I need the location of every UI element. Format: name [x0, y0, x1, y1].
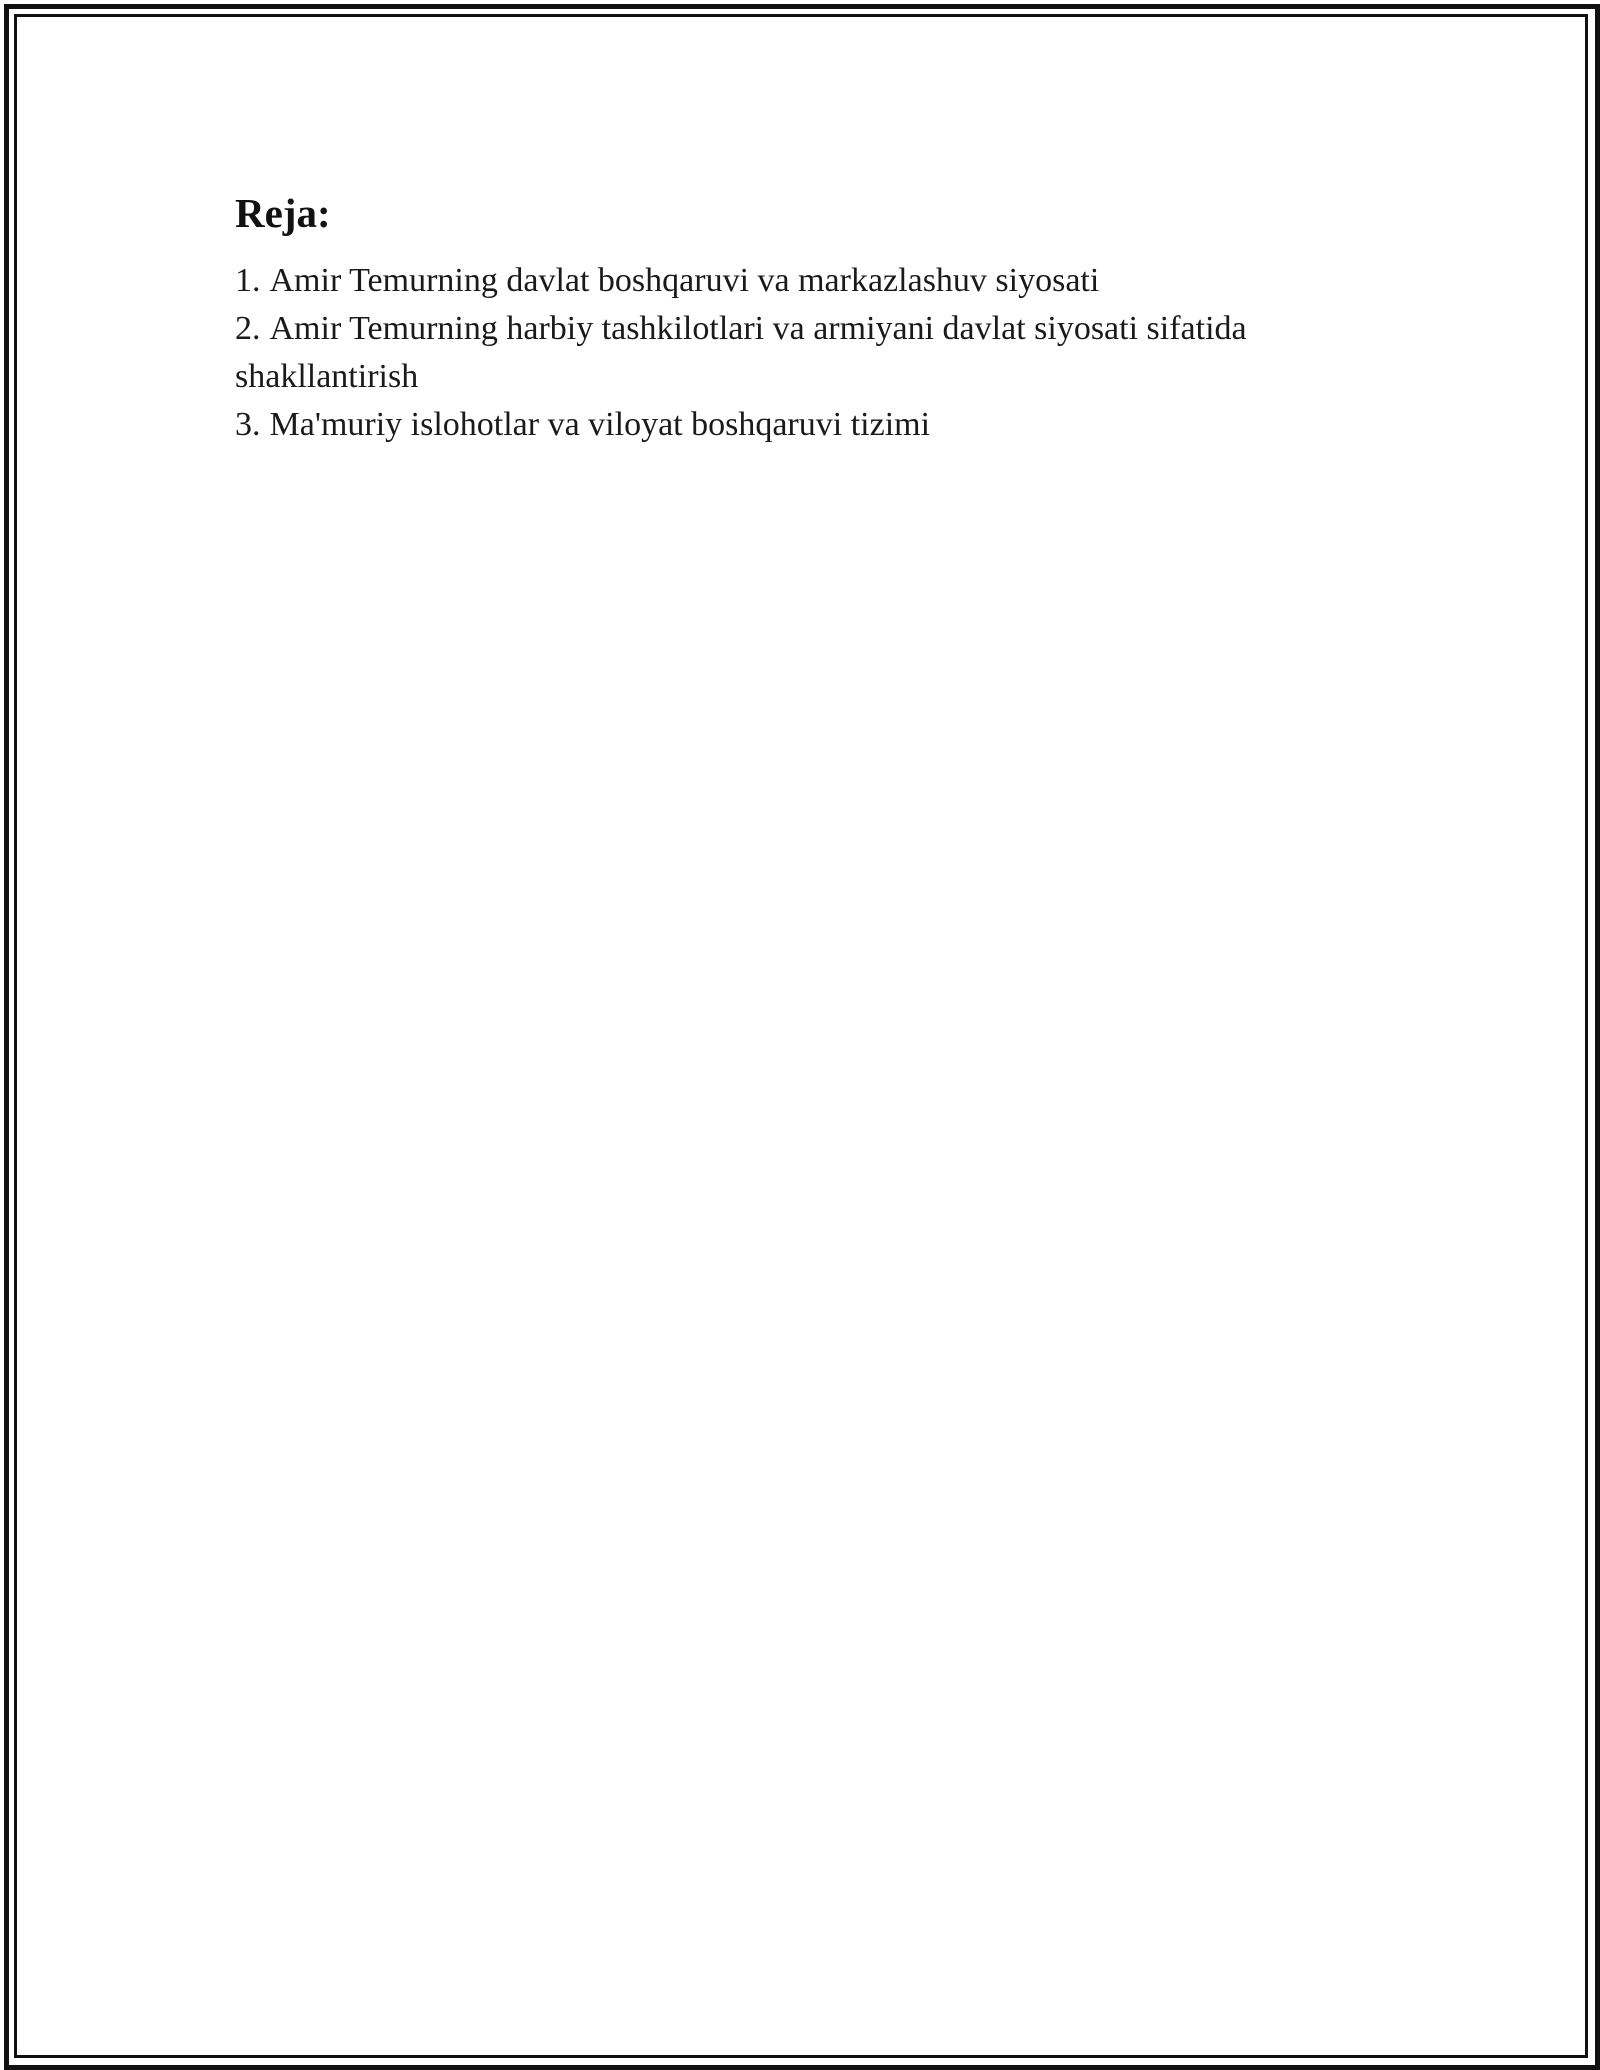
- plan-item-number: 2.: [235, 310, 261, 347]
- plan-item-text: Amir Temurning davlat boshqaruvi va markazlashuv siyosati: [269, 262, 1100, 299]
- plan-item: [235, 305, 1365, 401]
- plan-list: [235, 257, 1365, 449]
- plan-item-text: Ma'muriy islohotlar va viloyat boshqaruvi tizimi: [269, 406, 931, 443]
- plan-item-number: 3.: [235, 406, 261, 443]
- plan-item-text: Amir Temurning harbiy tashkilotlari va armiyani davlat siyosati sifatida shakllantirish: [235, 310, 1247, 395]
- plan-item: [235, 257, 1365, 305]
- plan-item: [235, 401, 1365, 449]
- page-content: [235, 183, 1365, 449]
- plan-title: Reja:: [235, 190, 331, 236]
- plan-item-number: 1.: [235, 262, 261, 299]
